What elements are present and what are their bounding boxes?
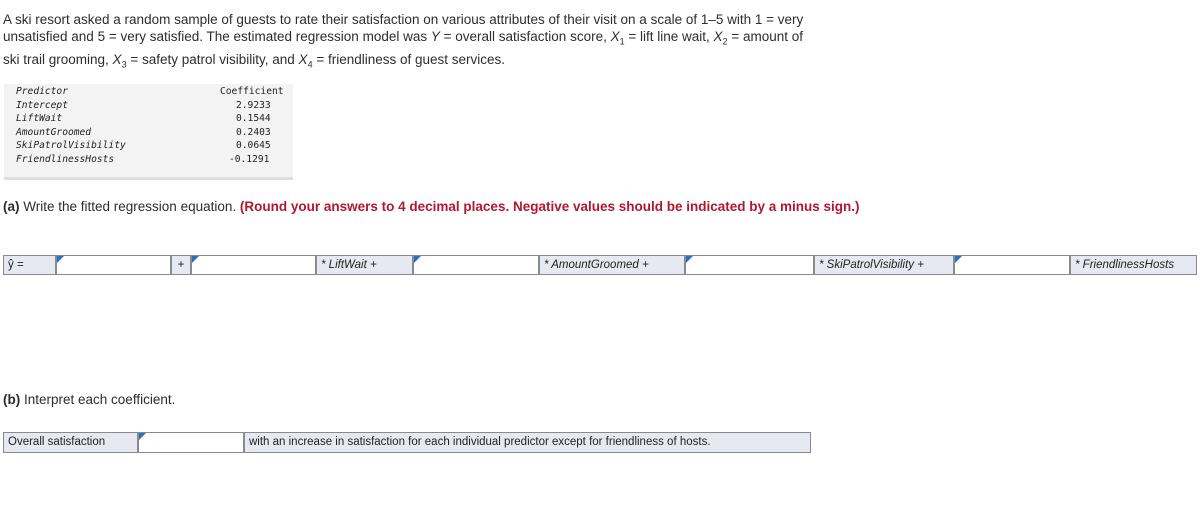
- var-y: Y: [430, 29, 440, 44]
- intro-line-1: A ski resort asked a random sample of guests to rate their satisfaction on various attributes of their visit on a scale of 1–5 with 1 = very: [3, 12, 804, 27]
- subscript: 1: [619, 36, 625, 47]
- interpretation-dropdown[interactable]: [138, 432, 244, 453]
- predictor-cell: LiftWait: [16, 113, 63, 124]
- amountgroomed-coefficient-input[interactable]: [413, 255, 539, 275]
- coefficient-cell: 2.9233: [236, 99, 271, 111]
- predictor-cell: FriendlinessHosts: [16, 153, 115, 165]
- coefficient-header: Coefficient: [220, 86, 284, 97]
- liftwait-coefficient-input[interactable]: [191, 255, 316, 275]
- coefficient-cell: 0.2403: [236, 126, 271, 138]
- part-b-text: Interpret each coefficient.: [20, 392, 176, 407]
- skipatrol-term: * SkiPatrolVisibility +: [814, 255, 954, 275]
- coefficient-cell: 0.1544: [236, 113, 271, 124]
- intro-text: = amount of: [727, 29, 803, 44]
- predictor-column: [16, 85, 126, 166]
- predictor-cell: Intercept: [16, 99, 68, 111]
- coefficient-column: [220, 85, 294, 166]
- problem-statement: [3, 11, 903, 73]
- var-x1: X: [610, 29, 620, 44]
- friendliness-coefficient-input[interactable]: [954, 255, 1070, 275]
- part-a-label: (a): [3, 199, 20, 214]
- subscript: 2: [722, 36, 728, 47]
- subscript: 4: [307, 59, 313, 70]
- part-b-question: [3, 392, 175, 407]
- intro-text: unsatisfied and 5 = very satisfied. The estimated regression model was: [3, 29, 431, 44]
- predictor-cell: AmountGroomed: [16, 126, 92, 138]
- interpretation-row: [3, 432, 813, 453]
- interpretation-lead: Overall satisfaction: [3, 432, 138, 453]
- var-x2: X: [713, 29, 723, 44]
- part-b-label: (b): [3, 392, 21, 407]
- intro-text: ski trail grooming,: [3, 51, 113, 67]
- part-a-hint: (Round your answers to 4 decimal places. Negative values should be indicated by a minus sign.): [239, 199, 860, 214]
- var-x3: X: [112, 51, 122, 67]
- coefficient-cell: -0.1291: [229, 153, 270, 165]
- predictor-cell: SkiPatrolVisibility: [16, 140, 126, 151]
- intro-line-2: [3, 28, 903, 51]
- yhat-label: ŷ =: [3, 255, 56, 275]
- regression-output-table: [4, 84, 293, 180]
- friendliness-term: * FriendlinessHosts: [1070, 255, 1197, 275]
- coefficient-cell: 0.0645: [236, 140, 271, 151]
- intro-text: = overall satisfaction score,: [439, 29, 611, 44]
- liftwait-term: * LiftWait +: [316, 255, 413, 275]
- coefficient-values: [220, 99, 294, 167]
- part-a-question: [3, 199, 883, 215]
- intro-text: = safety patrol visibility, and: [126, 51, 299, 67]
- skipatrol-coefficient-input[interactable]: [685, 255, 814, 275]
- subscript: 3: [121, 59, 127, 70]
- part-a-text: Write the fitted regression equation.: [19, 199, 240, 214]
- intercept-input[interactable]: [56, 255, 171, 275]
- interpretation-tail: with an increase in satisfaction for each individual predictor except for friendliness of hosts.: [244, 432, 811, 453]
- plus-sign: +: [171, 255, 191, 275]
- intro-line-3: [3, 51, 903, 74]
- amountgroomed-term: * AmountGroomed +: [539, 255, 685, 275]
- predictor-header: Predictor: [16, 86, 68, 97]
- intro-text: = lift line wait,: [624, 29, 714, 44]
- regression-equation-row: [3, 255, 1197, 275]
- intro-text: = friendliness of guest services.: [312, 51, 506, 67]
- var-x4: X: [298, 51, 308, 67]
